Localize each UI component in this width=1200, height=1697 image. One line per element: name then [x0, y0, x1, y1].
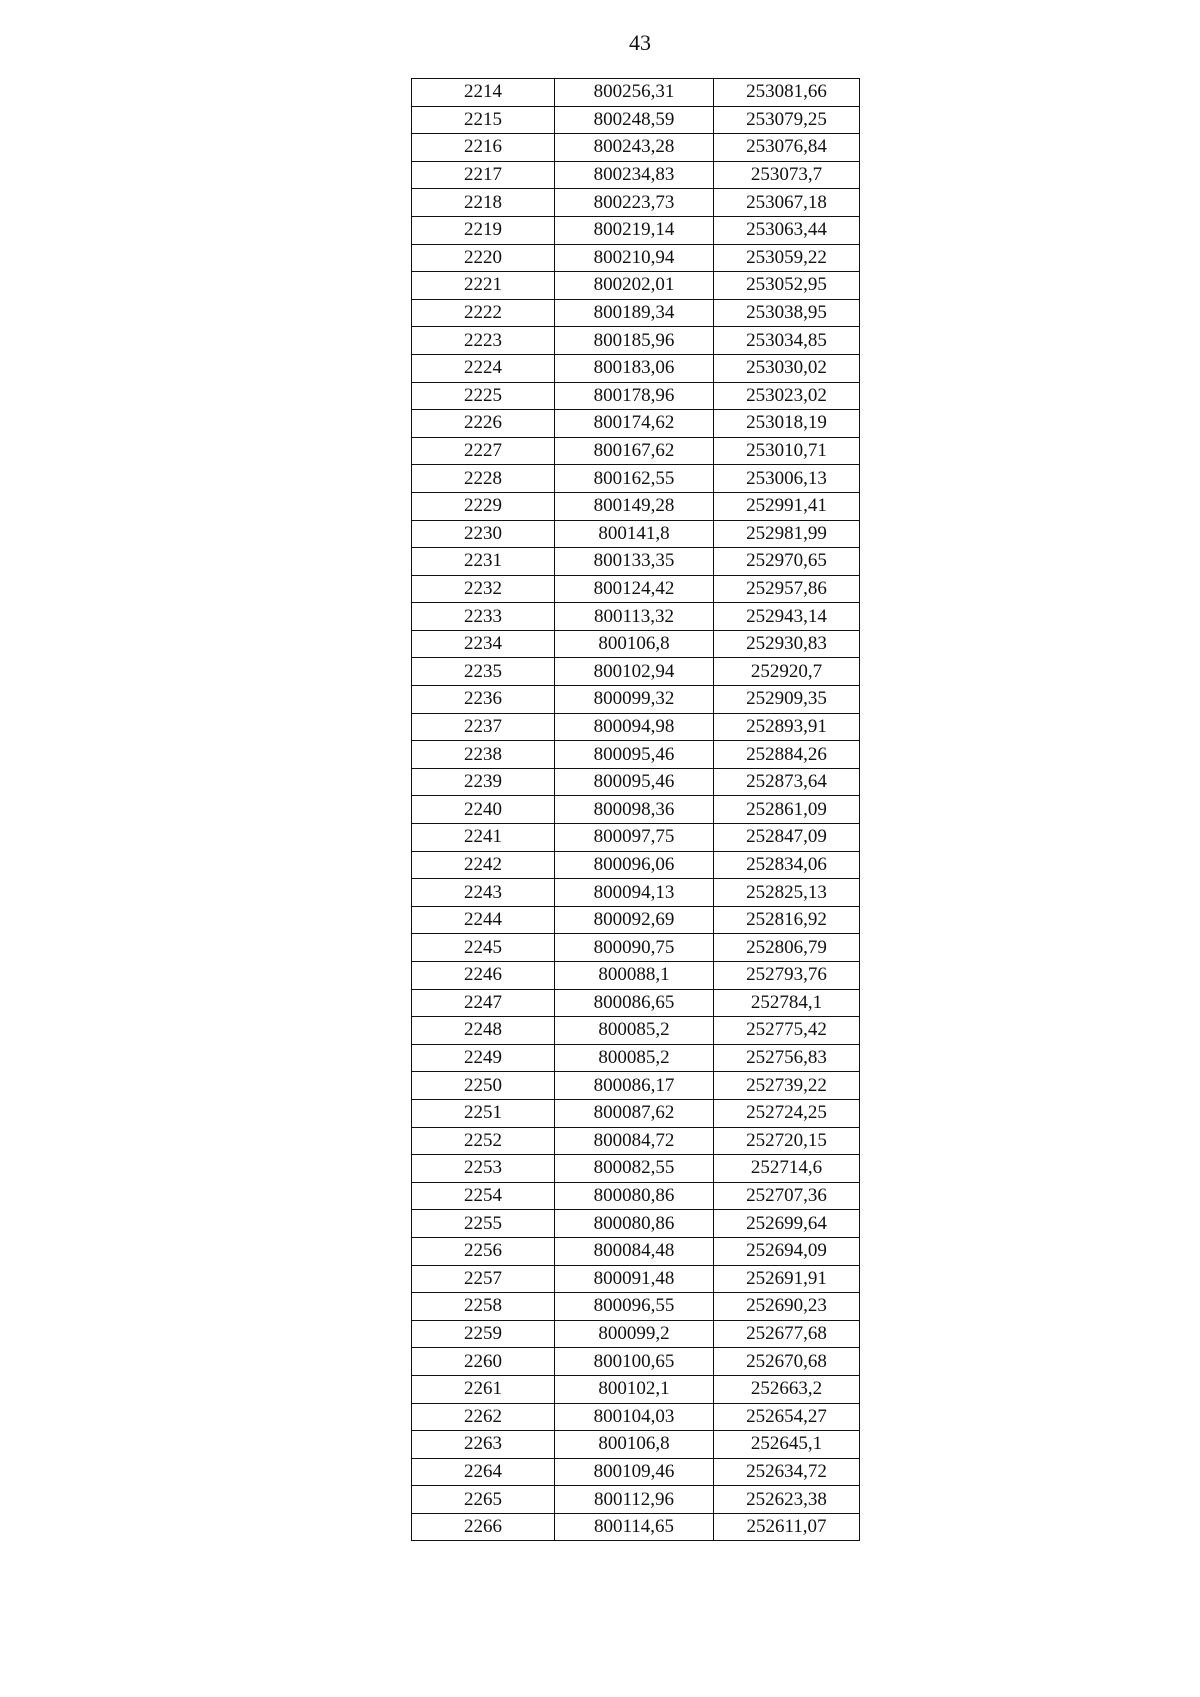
- point-number-cell: 2221: [412, 272, 555, 300]
- x-coordinate-cell: 800243,28: [555, 134, 714, 162]
- table-row: [412, 244, 860, 272]
- point-number-cell: 2219: [412, 216, 555, 244]
- table-row: [412, 824, 860, 852]
- table-row: [412, 437, 860, 465]
- point-number-cell: 2218: [412, 189, 555, 217]
- point-number-cell: 2256: [412, 1237, 555, 1265]
- table-row: [412, 1431, 860, 1459]
- x-coordinate-cell: 800086,17: [555, 1072, 714, 1100]
- table-row: [412, 327, 860, 355]
- point-number-cell: 2266: [412, 1513, 555, 1541]
- x-coordinate-cell: 800085,2: [555, 1017, 714, 1045]
- x-coordinate-cell: 800202,01: [555, 272, 714, 300]
- y-coordinate-cell: 252873,64: [714, 768, 860, 796]
- table-row: [412, 1486, 860, 1514]
- point-number-cell: 2231: [412, 548, 555, 576]
- table-row: [412, 189, 860, 217]
- table-row: [412, 713, 860, 741]
- x-coordinate-cell: 800084,48: [555, 1237, 714, 1265]
- y-coordinate-cell: 252677,68: [714, 1320, 860, 1348]
- table-row: [412, 686, 860, 714]
- point-number-cell: 2220: [412, 244, 555, 272]
- x-coordinate-cell: 800109,46: [555, 1458, 714, 1486]
- y-coordinate-cell: 253030,02: [714, 354, 860, 382]
- y-coordinate-cell: 253076,84: [714, 134, 860, 162]
- x-coordinate-cell: 800106,8: [555, 1431, 714, 1459]
- point-number-cell: 2263: [412, 1431, 555, 1459]
- point-number-cell: 2214: [412, 79, 555, 107]
- y-coordinate-cell: 252816,92: [714, 906, 860, 934]
- table-row: [412, 630, 860, 658]
- y-coordinate-cell: 252756,83: [714, 1044, 860, 1072]
- point-number-cell: 2236: [412, 686, 555, 714]
- x-coordinate-cell: 800088,1: [555, 962, 714, 990]
- x-coordinate-cell: 800234,83: [555, 161, 714, 189]
- point-number-cell: 2244: [412, 906, 555, 934]
- y-coordinate-cell: 253063,44: [714, 216, 860, 244]
- point-number-cell: 2240: [412, 796, 555, 824]
- x-coordinate-cell: 800189,34: [555, 299, 714, 327]
- x-coordinate-cell: 800084,72: [555, 1127, 714, 1155]
- y-coordinate-cell: 252861,09: [714, 796, 860, 824]
- table-row: [412, 106, 860, 134]
- y-coordinate-cell: 252970,65: [714, 548, 860, 576]
- point-number-cell: 2216: [412, 134, 555, 162]
- page-number: 43: [629, 30, 651, 55]
- x-coordinate-cell: 800082,55: [555, 1155, 714, 1183]
- x-coordinate-cell: 800100,65: [555, 1348, 714, 1376]
- point-number-cell: 2257: [412, 1265, 555, 1293]
- table-row: [412, 575, 860, 603]
- point-number-cell: 2253: [412, 1155, 555, 1183]
- table-row: [412, 1403, 860, 1431]
- x-coordinate-cell: 800086,65: [555, 989, 714, 1017]
- x-coordinate-cell: 800124,42: [555, 575, 714, 603]
- table-row: [412, 603, 860, 631]
- y-coordinate-cell: 252645,1: [714, 1431, 860, 1459]
- point-number-cell: 2235: [412, 658, 555, 686]
- point-number-cell: 2248: [412, 1017, 555, 1045]
- y-coordinate-cell: 253023,02: [714, 382, 860, 410]
- point-number-cell: 2260: [412, 1348, 555, 1376]
- x-coordinate-cell: 800167,62: [555, 437, 714, 465]
- point-number-cell: 2264: [412, 1458, 555, 1486]
- point-number-cell: 2247: [412, 989, 555, 1017]
- table-row: [412, 1513, 860, 1541]
- x-coordinate-cell: 800133,35: [555, 548, 714, 576]
- y-coordinate-cell: 252611,07: [714, 1513, 860, 1541]
- table-row: [412, 934, 860, 962]
- point-number-cell: 2234: [412, 630, 555, 658]
- point-number-cell: 2238: [412, 741, 555, 769]
- y-coordinate-cell: 253010,71: [714, 437, 860, 465]
- y-coordinate-cell: 252691,91: [714, 1265, 860, 1293]
- x-coordinate-cell: 800112,96: [555, 1486, 714, 1514]
- x-coordinate-cell: 800104,03: [555, 1403, 714, 1431]
- x-coordinate-cell: 800223,73: [555, 189, 714, 217]
- table-row: [412, 989, 860, 1017]
- y-coordinate-cell: 252893,91: [714, 713, 860, 741]
- table-row: [412, 216, 860, 244]
- point-number-cell: 2252: [412, 1127, 555, 1155]
- table-row: [412, 79, 860, 107]
- point-number-cell: 2222: [412, 299, 555, 327]
- table-row: [412, 410, 860, 438]
- point-number-cell: 2242: [412, 851, 555, 879]
- x-coordinate-cell: 800219,14: [555, 216, 714, 244]
- y-coordinate-cell: 253079,25: [714, 106, 860, 134]
- point-number-cell: 2249: [412, 1044, 555, 1072]
- point-number-cell: 2227: [412, 437, 555, 465]
- y-coordinate-cell: 253038,95: [714, 299, 860, 327]
- x-coordinate-cell: 800185,96: [555, 327, 714, 355]
- point-number-cell: 2232: [412, 575, 555, 603]
- table-row: [412, 906, 860, 934]
- table-row: [412, 272, 860, 300]
- coordinates-table: [411, 78, 860, 1541]
- x-coordinate-cell: 800162,55: [555, 465, 714, 493]
- point-number-cell: 2262: [412, 1403, 555, 1431]
- x-coordinate-cell: 800087,62: [555, 1099, 714, 1127]
- y-coordinate-cell: 252714,6: [714, 1155, 860, 1183]
- table-row: [412, 1017, 860, 1045]
- table-row: [412, 1348, 860, 1376]
- point-number-cell: 2245: [412, 934, 555, 962]
- y-coordinate-cell: 252943,14: [714, 603, 860, 631]
- point-number-cell: 2223: [412, 327, 555, 355]
- y-coordinate-cell: 252663,2: [714, 1375, 860, 1403]
- x-coordinate-cell: 800099,32: [555, 686, 714, 714]
- x-coordinate-cell: 800113,32: [555, 603, 714, 631]
- y-coordinate-cell: 252699,64: [714, 1210, 860, 1238]
- point-number-cell: 2217: [412, 161, 555, 189]
- point-number-cell: 2241: [412, 824, 555, 852]
- x-coordinate-cell: 800080,86: [555, 1182, 714, 1210]
- y-coordinate-cell: 252825,13: [714, 879, 860, 907]
- y-coordinate-cell: 252847,09: [714, 824, 860, 852]
- x-coordinate-cell: 800094,13: [555, 879, 714, 907]
- table-row: [412, 1099, 860, 1127]
- table-row: [412, 520, 860, 548]
- table-row: [412, 492, 860, 520]
- table-row: [412, 658, 860, 686]
- y-coordinate-cell: 252634,72: [714, 1458, 860, 1486]
- point-number-cell: 2258: [412, 1293, 555, 1321]
- x-coordinate-cell: 800091,48: [555, 1265, 714, 1293]
- table-row: [412, 1458, 860, 1486]
- y-coordinate-cell: 252720,15: [714, 1127, 860, 1155]
- x-coordinate-cell: 800097,75: [555, 824, 714, 852]
- x-coordinate-cell: 800256,31: [555, 79, 714, 107]
- y-coordinate-cell: 252707,36: [714, 1182, 860, 1210]
- x-coordinate-cell: 800095,46: [555, 741, 714, 769]
- y-coordinate-cell: 252834,06: [714, 851, 860, 879]
- x-coordinate-cell: 800095,46: [555, 768, 714, 796]
- x-coordinate-cell: 800174,62: [555, 410, 714, 438]
- table-row: [412, 851, 860, 879]
- point-number-cell: 2254: [412, 1182, 555, 1210]
- table-row: [412, 1182, 860, 1210]
- point-number-cell: 2225: [412, 382, 555, 410]
- x-coordinate-cell: 800149,28: [555, 492, 714, 520]
- table-row: [412, 1072, 860, 1100]
- x-coordinate-cell: 800099,2: [555, 1320, 714, 1348]
- y-coordinate-cell: 253006,13: [714, 465, 860, 493]
- y-coordinate-cell: 252690,23: [714, 1293, 860, 1321]
- x-coordinate-cell: 800102,1: [555, 1375, 714, 1403]
- y-coordinate-cell: 253081,66: [714, 79, 860, 107]
- y-coordinate-cell: 252784,1: [714, 989, 860, 1017]
- point-number-cell: 2265: [412, 1486, 555, 1514]
- x-coordinate-cell: 800102,94: [555, 658, 714, 686]
- point-number-cell: 2246: [412, 962, 555, 990]
- y-coordinate-cell: 253067,18: [714, 189, 860, 217]
- table-row: [412, 962, 860, 990]
- y-coordinate-cell: 252793,76: [714, 962, 860, 990]
- y-coordinate-cell: 252724,25: [714, 1099, 860, 1127]
- y-coordinate-cell: 253052,95: [714, 272, 860, 300]
- table-row: [412, 1210, 860, 1238]
- y-coordinate-cell: 252920,7: [714, 658, 860, 686]
- table-row: [412, 768, 860, 796]
- table-row: [412, 741, 860, 769]
- x-coordinate-cell: 800090,75: [555, 934, 714, 962]
- y-coordinate-cell: 253059,22: [714, 244, 860, 272]
- y-coordinate-cell: 252623,38: [714, 1486, 860, 1514]
- x-coordinate-cell: 800096,55: [555, 1293, 714, 1321]
- table-row: [412, 465, 860, 493]
- y-coordinate-cell: 252739,22: [714, 1072, 860, 1100]
- table-row: [412, 134, 860, 162]
- point-number-cell: 2243: [412, 879, 555, 907]
- table-row: [412, 879, 860, 907]
- table-row: [412, 1293, 860, 1321]
- x-coordinate-cell: 800092,69: [555, 906, 714, 934]
- point-number-cell: 2237: [412, 713, 555, 741]
- point-number-cell: 2224: [412, 354, 555, 382]
- point-number-cell: 2215: [412, 106, 555, 134]
- table-row: [412, 299, 860, 327]
- point-number-cell: 2230: [412, 520, 555, 548]
- table-row: [412, 1155, 860, 1183]
- point-number-cell: 2259: [412, 1320, 555, 1348]
- table-row: [412, 1044, 860, 1072]
- table-row: [412, 1375, 860, 1403]
- x-coordinate-cell: 800178,96: [555, 382, 714, 410]
- y-coordinate-cell: 252884,26: [714, 741, 860, 769]
- point-number-cell: 2239: [412, 768, 555, 796]
- y-coordinate-cell: 252981,99: [714, 520, 860, 548]
- table-row: [412, 161, 860, 189]
- y-coordinate-cell: 252806,79: [714, 934, 860, 962]
- point-number-cell: 2226: [412, 410, 555, 438]
- x-coordinate-cell: 800096,06: [555, 851, 714, 879]
- x-coordinate-cell: 800210,94: [555, 244, 714, 272]
- y-coordinate-cell: 252930,83: [714, 630, 860, 658]
- point-number-cell: 2233: [412, 603, 555, 631]
- y-coordinate-cell: 252654,27: [714, 1403, 860, 1431]
- x-coordinate-cell: 800183,06: [555, 354, 714, 382]
- table-row: [412, 382, 860, 410]
- table-row: [412, 1320, 860, 1348]
- y-coordinate-cell: 253034,85: [714, 327, 860, 355]
- table-row: [412, 1127, 860, 1155]
- y-coordinate-cell: 252909,35: [714, 686, 860, 714]
- point-number-cell: 2255: [412, 1210, 555, 1238]
- x-coordinate-cell: 800141,8: [555, 520, 714, 548]
- x-coordinate-cell: 800114,65: [555, 1513, 714, 1541]
- table-row: [412, 796, 860, 824]
- y-coordinate-cell: 253018,19: [714, 410, 860, 438]
- y-coordinate-cell: 252991,41: [714, 492, 860, 520]
- table-row: [412, 354, 860, 382]
- table-row: [412, 1265, 860, 1293]
- y-coordinate-cell: 253073,7: [714, 161, 860, 189]
- x-coordinate-cell: 800094,98: [555, 713, 714, 741]
- y-coordinate-cell: 252775,42: [714, 1017, 860, 1045]
- point-number-cell: 2229: [412, 492, 555, 520]
- x-coordinate-cell: 800248,59: [555, 106, 714, 134]
- coordinates-table-body: [412, 79, 860, 1541]
- table-row: [412, 548, 860, 576]
- point-number-cell: 2251: [412, 1099, 555, 1127]
- point-number-cell: 2250: [412, 1072, 555, 1100]
- x-coordinate-cell: 800085,2: [555, 1044, 714, 1072]
- x-coordinate-cell: 800098,36: [555, 796, 714, 824]
- x-coordinate-cell: 800080,86: [555, 1210, 714, 1238]
- y-coordinate-cell: 252957,86: [714, 575, 860, 603]
- point-number-cell: 2228: [412, 465, 555, 493]
- x-coordinate-cell: 800106,8: [555, 630, 714, 658]
- y-coordinate-cell: 252670,68: [714, 1348, 860, 1376]
- y-coordinate-cell: 252694,09: [714, 1237, 860, 1265]
- table-row: [412, 1237, 860, 1265]
- point-number-cell: 2261: [412, 1375, 555, 1403]
